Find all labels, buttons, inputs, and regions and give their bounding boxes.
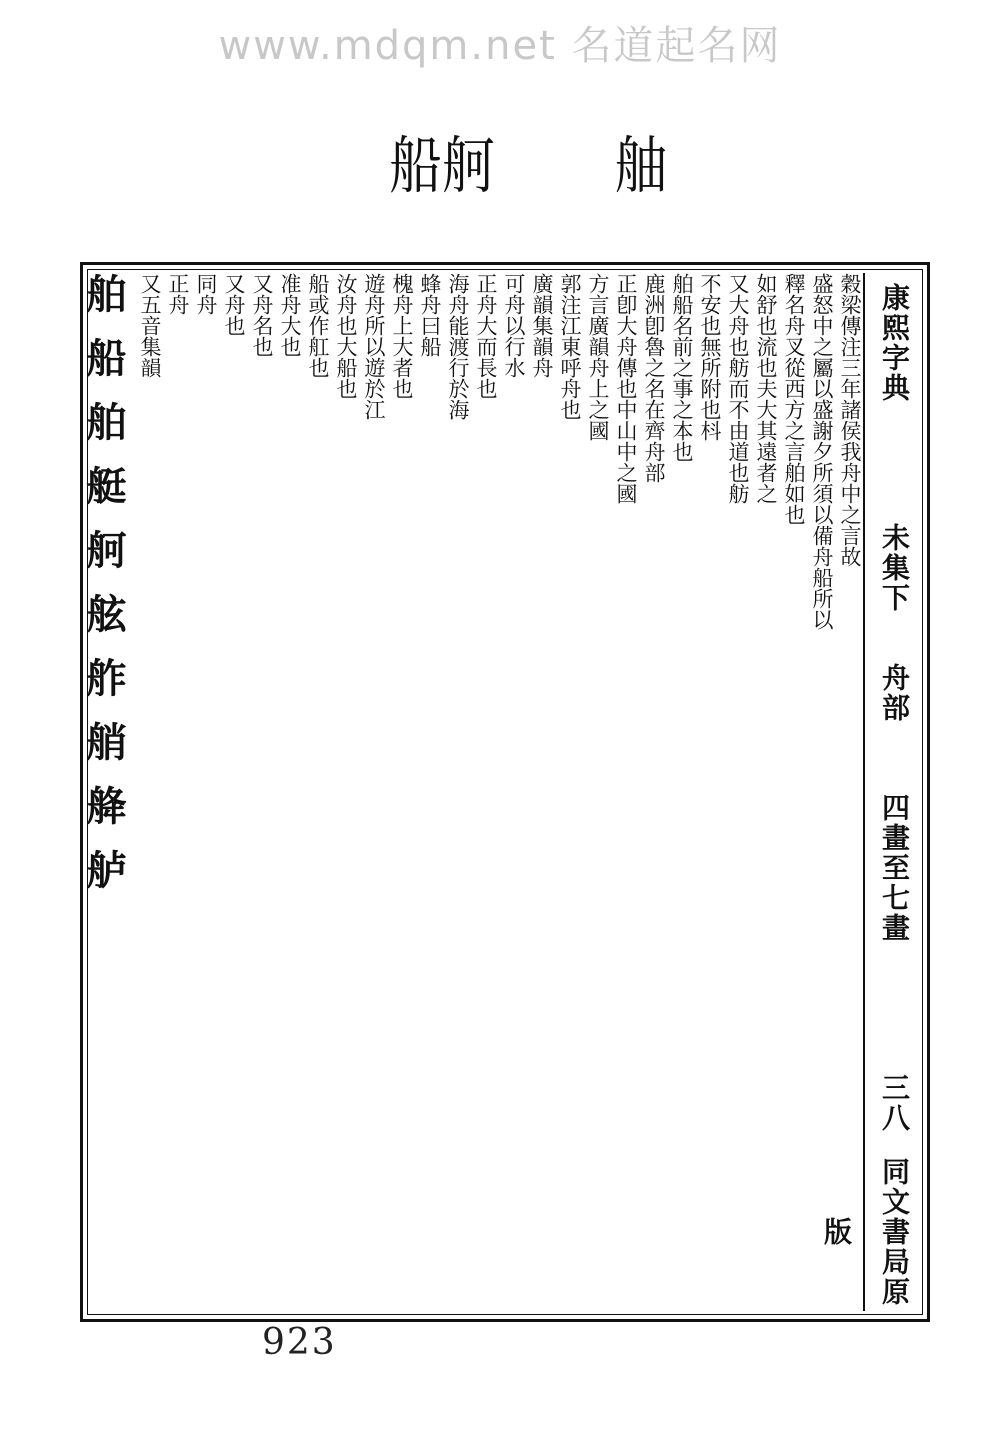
- headword: 艄: [80, 721, 127, 761]
- headword: 舶: [80, 401, 127, 441]
- text-column: 正舟: [166, 273, 190, 315]
- text-column: 遊舟所以遊於江: [362, 273, 386, 420]
- text-column: 如舒也流也夫大其遠者之: [754, 273, 778, 504]
- headword: 舽: [80, 785, 127, 825]
- text-column: 鹿洲卽魯之名在齊舟部: [642, 273, 666, 483]
- seal-right-group: [610, 129, 672, 202]
- headword: 艇: [80, 465, 127, 505]
- text-column: 又五音集韻: [138, 273, 162, 378]
- headword-column: [80, 273, 127, 1311]
- headword: 舻: [80, 849, 127, 889]
- text-column: 可舟以行水: [502, 273, 526, 378]
- text-column: 正卽大舟傳也中山中之國: [614, 273, 638, 504]
- seal-script-heading: [380, 129, 720, 245]
- seal-glyph-right: 舳: [614, 129, 668, 202]
- page-frame: [80, 262, 930, 1322]
- text-column: 槐舟上大者也: [390, 273, 414, 399]
- text-column: 汝舟也大船也: [334, 273, 358, 399]
- volume-page-number: 三八: [878, 1073, 911, 1133]
- headword: 舴: [80, 657, 127, 697]
- headword: 舷: [80, 593, 127, 633]
- seal-left-group: [380, 129, 504, 202]
- seal-glyph-left: 船舸: [389, 129, 495, 202]
- text-column: 船或作舡也: [306, 273, 330, 378]
- text-column: 郭注江東呼舟也: [558, 273, 582, 420]
- headword: 舸: [80, 529, 127, 569]
- text-column: 穀梁傳注三年諸侯我舟中之言故: [838, 273, 862, 567]
- text-column: 正舟大而長也: [474, 273, 498, 399]
- watermark: www.mdqm.net 名道起名网: [218, 23, 782, 69]
- text-column: 舶船名前之事之本也: [670, 273, 694, 462]
- headword: 舶: [80, 273, 127, 313]
- text-column: 又舟也: [222, 273, 246, 336]
- text-column: 盛怒中之屬以盛謝夕所須以備舟船所以: [810, 273, 834, 630]
- headword: 船: [80, 337, 127, 377]
- text-column: 同舟: [194, 273, 218, 315]
- text-column: 廣韻集韻舟: [530, 273, 554, 378]
- stroke-range: 四畫至七畫: [878, 793, 911, 943]
- text-column: 海舟能渡行於海: [446, 273, 470, 420]
- text-column: 方言廣韻舟上之國: [586, 273, 610, 441]
- dictionary-title: 康熙字典: [878, 283, 911, 403]
- volume-label: 未集下: [878, 523, 911, 613]
- text-column: 又大舟也舫而不由道也舫: [726, 273, 750, 504]
- entries-body: [80, 273, 863, 1311]
- text-column: 不安也無所附也枓: [698, 273, 722, 441]
- text-column: 釋名舟叉從西方之言舶如也: [782, 273, 806, 525]
- radical-label: 舟部: [878, 663, 911, 723]
- text-column: 准舟大也: [278, 273, 302, 357]
- text-column: 又舟名也: [250, 273, 274, 357]
- page-number: 923: [262, 1322, 337, 1363]
- publisher: 同文書局原版: [820, 1157, 911, 1307]
- text-column: 蜂舟曰船: [418, 273, 442, 357]
